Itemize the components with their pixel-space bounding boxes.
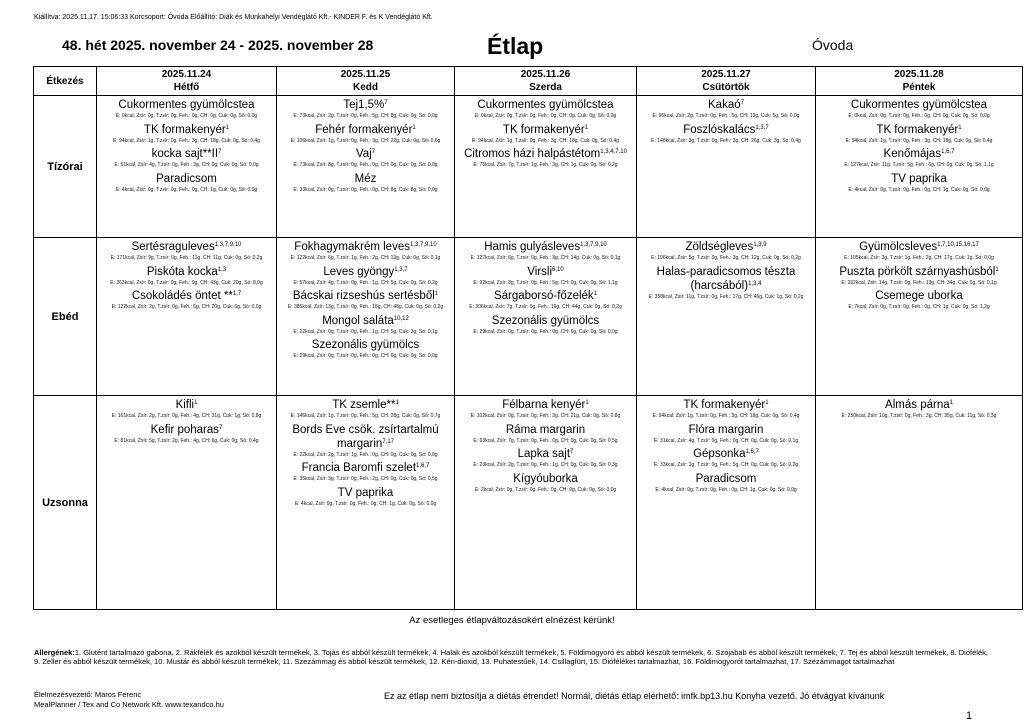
- dish-label: Leves gyöngy: [323, 265, 395, 278]
- dish-name: [277, 314, 454, 328]
- dish-name: [637, 472, 815, 486]
- dish-name: [277, 398, 454, 412]
- nutrition-info: E: 2kcal, Zsír: 0g, T.zsír: 0g, Feh.: 0g, CH: 0g, Cuk: 0g, Só: 0,0g: [474, 486, 617, 493]
- dish-name: [816, 98, 1022, 112]
- day-date: 2025.11.24: [161, 69, 212, 80]
- dish-label: Méz: [354, 172, 377, 185]
- menu-cell: [277, 96, 455, 238]
- nutrition-info: E: 127kcal, Zsír: 6g, T.zsír: 0g, Feh.: 3g, CH: 14g, Cuk: 0g, Só: 0,1g: [470, 255, 621, 261]
- dish-label: Foszlóskalács: [683, 123, 756, 136]
- nutrition-info: E: 31kcal, Zsír: 4g, T.zsír: 0g, Feh.: 0g, CH: 0g, Cuk: 0g, Só: 0,1g: [653, 437, 799, 444]
- nutrition-info: E: 4kcal, Zsír: 0g, T.zsír: 0g, Feh.: 0g, CH: 1g, Cuk: 0g, Só: 0,0g: [115, 186, 258, 193]
- nutrition-info: E: 75kcal, Zsír: 7g, T.zsír: 1g, Feh.: 3g, CH: 1g, Cuk: 0g, Só: 0,2g: [473, 162, 618, 168]
- dish-name: [97, 240, 276, 254]
- day-name: Szerda: [529, 82, 562, 93]
- nutrition-info: E: 306kcal, Zsír: 7g, T.zsír: 0g, Feh.: 16g, CH: 44g, Cuk: 0g, Só: 0,2g: [469, 304, 622, 310]
- nutrition-info: E: 385kcal, Zsír: 13g, T.zsír: 0g, Feh.: 18g, CH: 48g, Cuk: 0g, Só: 0,2g: [287, 304, 444, 310]
- food-manager: Élelmezésvezető: Maros Ferenc: [34, 690, 142, 699]
- meal-name: Uzsonna: [34, 396, 97, 610]
- nutrition-info: E: 4kcal, Zsír: 0g, T.zsír: 0g, Feh.: 0g, CH: 1g, Cuk: 0g, Só: 0,0g: [848, 186, 990, 193]
- allergen-codes: 1,3,7: [755, 124, 769, 131]
- dish-label: Csemege uborka: [875, 290, 963, 302]
- nutrition-info: E: 332kcal, Zsír: 14g, T.zsír: 0g, Feh.: 13g, CH: 34g, Cuk: 0g, Só: 0,1g: [841, 279, 997, 286]
- apology-note: Az esetleges étlapváltozásokért elnézést kérünk!: [409, 615, 615, 626]
- menu-cell: [816, 238, 1023, 396]
- dish-label: Gyümölcsleves: [859, 241, 938, 253]
- dish-name: [277, 123, 454, 137]
- nutrition-info: E: 4kcal, Zsír: 0g, T.zsír: 0g, Feh.: 0g, CH: 1g, Cuk: 0g, Só: 0,0g: [294, 500, 437, 507]
- dish-name: [455, 289, 636, 303]
- day-name: Hétfő: [173, 82, 200, 93]
- dish-label: Kifli: [175, 399, 195, 411]
- allergen-codes: 1: [225, 124, 230, 131]
- dish-name: [816, 240, 1022, 254]
- dish-label: Puszta pörkölt szárnyashúsból: [839, 265, 996, 278]
- allergen-codes: 1: [584, 124, 589, 131]
- footer-credits: [34, 690, 224, 709]
- nutrition-info: E: 4kcal, Zsír: 0g, T.zsír: 0g, Feh.: 0g, CH: 1g, Cuk: 0g, Só: 0,0g: [655, 486, 797, 493]
- allergen-codes: 1,6,7: [416, 463, 430, 469]
- dish-label: Flóra margarin: [688, 423, 764, 436]
- nutrition-info: E: 105kcal, Zsír: 3g, T.zsír: 1g, Feh.: 2g, CH: 17g, Cuk: 1g, Só: 0,0g: [844, 255, 994, 261]
- allergen-codes: 1: [412, 124, 416, 131]
- dish-label: TV paprika: [337, 486, 394, 499]
- nutrition-info: E: 73kcal, Zsír: 2g, T.zsír: 0g, Feh.: 5g, CH: 8g, Cuk: 0g, Só: 0,0g: [293, 113, 438, 119]
- dish-label: Vaj: [355, 148, 372, 160]
- nutrition-info: E: 7kcal, Zsír: 0g, T.zsír: 0g, Feh.: 0g, CH: 1g, Cuk: 0g, Só: 1,2g: [848, 304, 990, 310]
- dish-name: [637, 123, 815, 137]
- dish-label: Almás párna: [885, 399, 950, 411]
- day-date: 2025.11.25: [340, 69, 391, 80]
- menu-cell: [97, 396, 277, 610]
- allergen-codes: 1,3,4: [748, 280, 762, 287]
- dish-label: Francia Baromfi szelet: [301, 462, 417, 474]
- nutrition-info: E: 358kcal, Zsír: 11g, T.zsír: 0g, Feh.: 17g, CH: 46g, Cuk: 1g, Só: 0,2g: [648, 293, 804, 300]
- dish-label: Kenőmájas: [883, 148, 942, 160]
- meal-row: [34, 396, 1023, 610]
- dish-label: Piskóta kocka: [146, 265, 218, 278]
- dish-name: [277, 98, 454, 112]
- nutrition-info: E: 23kcal, Zsír: 2g, T.zsír: 0g, Feh.: 1g, CH: 0g, Cuk: 0g, Só: 0,3g: [473, 462, 618, 468]
- nutrition-info: E: 35kcal, Zsír: 3g, T.zsír: 0g, Feh.: 2g, CH: 0g, Cuk: 0g, Só: 0,5g: [293, 476, 438, 482]
- nutrition-info: E: 146kcal, Zsír: 1g, T.zsír: 0g, Feh.: 5g, CH: 28g, Cuk: 0g, Só: 0,7g: [290, 413, 441, 419]
- dish-name: [455, 447, 636, 461]
- nutrition-info: E: 33kcal, Zsír: 1g, T.zsír: 0g, Feh.: 5g, CH: 0g, Cuk: 0g, Só: 0,2g: [653, 462, 799, 468]
- allergen-codes: 1: [593, 291, 598, 297]
- menu-cell: [97, 96, 277, 238]
- dish-name: [816, 123, 1022, 137]
- dish-label: Cukormentes gyümölcstea: [477, 99, 614, 111]
- dish-label: Félbarna kenyér: [502, 399, 586, 411]
- day-header: [455, 67, 637, 96]
- dish-label: Kakaó: [708, 99, 741, 111]
- dish-name: [637, 423, 815, 437]
- menu-cell: [816, 396, 1023, 610]
- dish-name: [637, 265, 815, 293]
- dish-label: TK zsemle**: [332, 399, 396, 411]
- dish-name: [97, 172, 276, 186]
- nutrition-info: E: 92kcal, Zsír: 8g, T.zsír: 0g, Feh.: 5g, CH: 0g, Cuk: 0g, Só: 1,1g: [473, 279, 618, 286]
- dish-label: Cukormentes gyümölcstea: [850, 99, 988, 111]
- dish-name: [816, 147, 1022, 161]
- nutrition-info: E: 0kcal, Zsír: 0g, T.zsír: 0g, Feh.: 0g, CH: 0g, Cuk: 0g, Só: 0,0g: [848, 113, 990, 119]
- dish-label: Sárgaborsó-főzelék: [493, 290, 594, 302]
- dish-label: Szezonális gyümölcs: [311, 339, 420, 351]
- nutrition-info: E: 94kcal, Zsír: 1g, T.zsír: 0g, Feh.: 3g, CH: 18g, Cuk: 0g, Só: 0,4g: [845, 137, 993, 144]
- day-date: 2025.11.28: [894, 69, 944, 80]
- dish-name: [816, 289, 1022, 303]
- meal-name: Tízórai: [34, 96, 97, 238]
- nutrition-info: E: 22kcal, Zsír: 2g, T.zsír: 1g, Feh.: 0g, CH: 0g, Cuk: 0g, Só: 0,0g: [293, 451, 438, 458]
- dish-label: Citromos házi halpástétom: [464, 148, 601, 160]
- nutrition-info: E: 51kcal, Zsír: 4g, T.zsír: 0g, Feh.: 3g, CH: 0g, Cuk: 0g, Só: 0,0g: [114, 162, 259, 168]
- nutrition-info: E: 94kcal, Zsír: 1g, T.zsír: 0g, Feh.: 3g, CH: 18g, Cuk: 0g, Só: 0,4g: [472, 137, 619, 144]
- dish-name: [277, 289, 454, 303]
- dish-name: [277, 240, 454, 254]
- meal-name: Ebéd: [34, 238, 97, 396]
- age-group: Óvoda: [812, 37, 854, 53]
- allergen-list: 1. Glutént tartalmazó gabona, 2. Rákfélék és azokból készült termékek, 3. Tojás és abból készült termékek, 4. Halak és azokból készült termékek, 5. Földimogyoró és abból készült termékek, 6. Szójabab és abból készült termékek, 7. Tej és abból készült termékek, 8. Diófélék, 9. Zeller és abból készült termékek, 10. Mustár és abból készült termékek, 11. Szezámmag és abból készült termékek, 12. Kén-dioxid, 13. Puhatestűek, 14. Csillagfürt, 15. Dióféléket tartalmazhat, 16. Földimogyorót tartalmazhat, 17. Szezámmagot tartalmazhat: [34, 648, 988, 666]
- dish-name: [277, 461, 454, 475]
- dish-label: TK formakenyér: [143, 123, 226, 136]
- allergen-codes: 1: [194, 400, 198, 406]
- allergen-codes: 10,12: [393, 315, 409, 322]
- day-name: Péntek: [902, 82, 936, 93]
- nutrition-info: E: 94kcal, Zsír: 1g, T.zsír: 0g, Feh.: 3g, CH: 18g, Cuk: 0g, Só: 0,4g: [652, 413, 800, 419]
- allergen-codes: 1,3,7,9,10: [580, 242, 607, 248]
- dish-label: Hamis gulyásleves: [484, 241, 581, 253]
- nutrition-info: E: 106kcal, Zsír: 5g, T.zsír: 0g, Feh.: 3g, CH: 12g, Cuk: 0g, Só: 0,2g: [651, 255, 801, 261]
- dish-label: Gépsonka: [693, 448, 746, 460]
- menu-cell: [277, 238, 455, 396]
- nutrition-info: E: 81kcal, Zsír: 5g, T.zsír: 2g, Feh.: 4g, CH: 6g, Cuk: 0g, Só: 0,4g: [114, 437, 259, 444]
- dish-name: [455, 265, 636, 279]
- dish-name: [277, 265, 454, 279]
- menu-cell: [637, 238, 816, 396]
- dish-name: [97, 147, 276, 161]
- allergen-legend: [34, 648, 994, 666]
- dish-name: [97, 265, 276, 279]
- dish-label: Sertésraguleves: [131, 241, 215, 253]
- dish-name: [455, 123, 636, 137]
- dish-label: Virsli: [527, 265, 553, 278]
- dish-label: Szezonális gyümölcs: [491, 314, 600, 327]
- software-credit: MealPlanner / Tex and Co Network Kft. www.texandco.hu: [34, 699, 224, 709]
- dish-name: [455, 240, 636, 254]
- dish-label: Lapka sajt: [517, 448, 571, 460]
- meal-column-header: Étkezés: [34, 67, 97, 96]
- allergen-codes: 1: [434, 291, 439, 297]
- nutrition-info: E: 63kcal, Zsír: 7g, T.zsír: 0g, Feh.: 0g, CH: 0g, Cuk: 0g, Só: 0,5g: [473, 437, 618, 444]
- menu-cell: [455, 238, 637, 396]
- day-date: 2025.11.26: [520, 69, 571, 80]
- nutrition-info: E: 106kcal, Zsír: 1g, T.zsír: 0g, Feh.: 3g, CH: 22g, Cuk: 0g, Só: 0,6g: [290, 137, 441, 144]
- nutrition-info: E: 57kcal, Zsír: 4g, T.zsír: 0g, Feh.: 1g, CH: 5g, Cuk: 0g, Só: 0,2g: [293, 279, 438, 286]
- allergen-codes: 7,17: [382, 438, 395, 445]
- dish-name: [455, 147, 636, 161]
- page-title: Étlap: [487, 33, 544, 59]
- day-date: 2025.11.27: [701, 69, 751, 80]
- allergen-codes: 1,3,4,7,10: [600, 149, 627, 155]
- nutrition-info: E: 0kcal, Zsír: 0g, T.zsír: 0g, Feh.: 0g, CH: 0g, Cuk: 0g, Só: 0,0g: [474, 113, 617, 119]
- dish-label: Kígyóuborka: [513, 472, 578, 485]
- dish-label: Bácskai rizseshús sertésből: [292, 290, 435, 302]
- day-header: [97, 67, 277, 96]
- dish-name: [97, 398, 276, 412]
- nutrition-info: E: 171kcal, Zsír: 9g, T.zsír: 0g, Feh.: 11g, CH: 11g, Cuk: 0g, Só: 0,2g: [110, 255, 263, 261]
- nutrition-info: E: 122kcal, Zsír: 6g, T.zsír: 1g, Feh.: 2g, CH: 13g, Cuk: 0g, Só: 0,1g: [290, 255, 441, 261]
- nutrition-info: E: 148kcal, Zsír: 3g, T.zsír: 0g, Feh.: 3g, CH: 26g, Cuk: 3g, Só: 0,4g: [651, 137, 801, 144]
- dish-label: TK formakenyér: [683, 399, 766, 411]
- nutrition-info: E: 33kcal, Zsír: 0g, T.zsír: 0g, Feh.: 0g, CH: 8g, Cuk: 8g, Só: 0,0g: [293, 186, 438, 193]
- nutrition-info: E: 0kcal, Zsír: 0g, T.zsír: 0g, Feh.: 0g, CH: 0g, Cuk: 0g, Só: 0,0g: [115, 113, 258, 119]
- day-header: [277, 67, 455, 96]
- dish-label: Halas-paradicsomos tészta (harcsából): [656, 265, 796, 292]
- dish-name: [97, 423, 276, 437]
- dish-name: [277, 147, 454, 161]
- allergen-codes: 1,3,7: [394, 266, 408, 273]
- nutrition-info: E: 73kcal, Zsír: 8g, T.zsír: 0g, Feh.: 0g, CH: 0g, Cuk: 0g, Só: 0,0g: [293, 162, 438, 168]
- dish-name: [637, 447, 815, 461]
- day-name: Csütörtök: [702, 82, 750, 93]
- nutrition-info: E: 22kcal, Zsír: 0g, T.zsír: 0g, Feh.: 1g, CH: 5g, Cuk: 3g, Só: 0,1g: [293, 328, 438, 335]
- header-row: [34, 67, 1023, 96]
- dish-name: [97, 98, 276, 112]
- dish-name: [277, 423, 454, 451]
- dish-label: Tej1,5%: [343, 99, 385, 111]
- dish-name: [97, 289, 276, 303]
- week-range: 48. hét 2025. november 24 - 2025. november 28: [62, 37, 374, 53]
- menu-cell: [816, 96, 1023, 238]
- dish-name: [816, 265, 1022, 279]
- dish-name: [97, 123, 276, 137]
- allergen-codes: 7: [570, 449, 574, 455]
- dish-name: [455, 472, 636, 486]
- dish-label: Bords Eve csök. zsírtartalmú margarin: [292, 423, 439, 450]
- dish-name: [637, 240, 815, 254]
- day-name: Kedd: [353, 82, 378, 93]
- allergen-codes: 1,7,10,15,16,17: [937, 242, 979, 248]
- dish-label: Kefir poharas: [150, 423, 220, 436]
- allergen-codes: 1,3: [217, 266, 227, 273]
- allergen-codes: 1,7: [232, 291, 242, 297]
- dish-label: kocka sajt**II: [151, 148, 219, 160]
- diet-notice: Ez az étlap nem biztosítja a diétás étrendet! Normál, diétás étlap elérhető: imfk.bp13.hu Konyha vezető. Jó étvágyat kívánunk: [384, 691, 885, 701]
- dish-name: [637, 98, 815, 112]
- allergen-codes: 1: [995, 266, 999, 273]
- nutrition-info: E: 29kcal, Zsír: 0g, T.zsír: 0g, Feh.: 0g, CH: 6g, Cuk: 0g, Só: 0,0g: [473, 328, 618, 335]
- allergen-codes: 7: [218, 149, 222, 155]
- dish-name: [455, 98, 636, 112]
- allergen-codes: 1: [395, 400, 399, 406]
- allergen-codes: 1: [585, 400, 589, 406]
- menu-cell: [637, 96, 816, 238]
- dish-label: Ráma margarin: [505, 423, 586, 436]
- issued-info: Kiállítva: 2025.11.17. 15:06:33 Korcsoport: Óvoda Előállító: Diák és Munkahelyi Vendéglátó Kft.- KINDER F. és K Vendéglátó Kft.: [34, 14, 433, 21]
- dish-label: Csokoládés öntet **: [131, 290, 233, 302]
- nutrition-info: E: 94kcal, Zsír: 1g, T.zsír: 0g, Feh.: 3g, CH: 18g, Cuk: 0g, Só: 0,4g: [113, 137, 260, 144]
- allergen-codes: 1,3,7,9,10: [214, 242, 242, 248]
- allergen-codes: 7: [740, 100, 744, 106]
- menu-cell: [637, 396, 816, 610]
- meal-row: [34, 238, 1023, 396]
- dish-name: [816, 172, 1022, 186]
- dish-label: TK formakenyér: [502, 123, 585, 136]
- menu-cell: [277, 396, 455, 610]
- day-header: [637, 67, 816, 96]
- nutrition-info: E: 122kcal, Zsír: 2g, T.zsír: 0g, Feh.: 5g, CH: 20g, Cuk: 6g, Só: 0,0g: [111, 304, 262, 310]
- dish-label: Fokhagymakrém leves: [294, 241, 410, 253]
- dish-label: Fehér formakenyér: [315, 123, 413, 136]
- nutrition-info: E: 127kcal, Zsír: 11g, T.zsír: 5g, Feh.: 6g, CH: 0g, Cuk: 0g, Só: 1,1g: [844, 162, 994, 168]
- allergen-codes: 1: [949, 400, 953, 406]
- page-number: 1: [966, 710, 973, 722]
- menu-cell: [97, 238, 277, 396]
- allergen-codes: 1,6,7: [745, 449, 759, 455]
- dish-label: Cukormentes gyümölcstea: [118, 99, 255, 111]
- dish-name: [816, 398, 1022, 412]
- meal-row: [34, 96, 1023, 238]
- allergen-codes: 7: [384, 100, 388, 106]
- allergen-codes: 1,3,7,9,10: [409, 242, 437, 248]
- dish-label: Mongol saláta: [322, 314, 394, 327]
- dish-label: TV paprika: [891, 172, 947, 185]
- dish-label: Paradicsom: [156, 172, 217, 185]
- dish-label: Paradicsom: [695, 472, 757, 485]
- allergen-codes: 7: [219, 424, 223, 431]
- dish-name: [277, 172, 454, 186]
- dish-name: [277, 486, 454, 500]
- dish-name: [637, 398, 815, 412]
- nutrition-info: E: 250kcal, Zsír: 10g, T.zsír: 0g, Feh.: 3g, CH: 35g, Cuk: 11g, Só: 0,3g: [841, 413, 997, 419]
- dish-label: TK formakenyér: [876, 123, 959, 136]
- menu-cell: [455, 96, 637, 238]
- dish-name: [277, 338, 454, 352]
- allergen-codes: 6,10: [552, 266, 564, 273]
- dish-name: [455, 423, 636, 437]
- nutrition-info: E: 96kcal, Zsír: 2g, T.zsír: 0g, Feh.: 5g, CH: 13g, Cuk: 5g, Só: 0,0g: [652, 113, 800, 119]
- allergen-codes: 1,6,7: [941, 149, 955, 155]
- dish-name: [455, 398, 636, 412]
- nutrition-info: E: 102kcal, Zsír: 0g, T.zsír: 0g, Feh.: 3g, CH: 21g, Cuk: 0g, Só: 0,8g: [470, 413, 621, 419]
- nutrition-info: E: 161kcal, Zsír: 2g, T.zsír: 0g, Feh.: 4g, CH: 31g, Cuk: 1g, Só: 0,8g: [111, 413, 262, 419]
- nutrition-info: E: 263kcal, Zsír: 6g, T.zsír: 0g, Feh.: 9g, CH: 43g, Cuk: 20g, Só: 0,0g: [110, 279, 263, 286]
- dish-name: [455, 314, 636, 328]
- allergen-codes: 1: [765, 400, 769, 406]
- allergen-codes: 1: [958, 124, 962, 131]
- menu-table: [33, 66, 1023, 610]
- allergen-label: Allergének:: [34, 648, 75, 657]
- day-header: [816, 67, 1023, 96]
- nutrition-info: E: 29kcal, Zsír: 0g, T.zsír: 0g, Feh.: 0g, CH: 6g, Cuk: 0g, Só: 0,0g: [293, 353, 438, 359]
- dish-label: Zöldségleves: [685, 241, 754, 253]
- menu-cell: [455, 396, 637, 610]
- allergen-codes: 7: [371, 149, 376, 155]
- allergen-codes: 1,3,9: [753, 242, 767, 248]
